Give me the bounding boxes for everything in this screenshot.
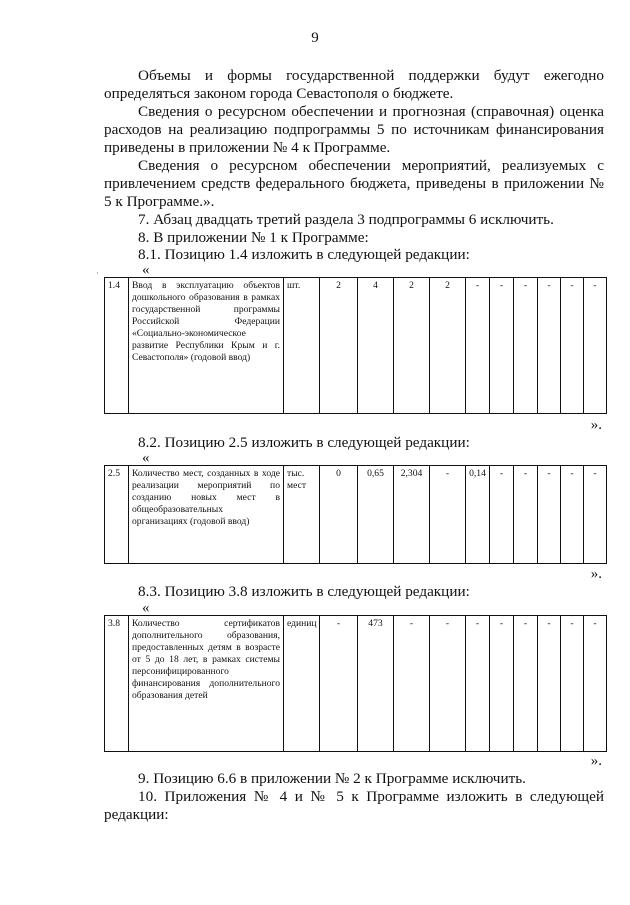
item-8: 8. В приложении № 1 к Программе: — [138, 229, 369, 246]
value-cell: 0 — [320, 466, 358, 564]
table-position-2-5 — [104, 465, 607, 564]
closing-quote: ». — [590, 566, 602, 582]
value-cell: - — [394, 616, 430, 752]
value-cell: - — [466, 278, 490, 414]
opening-quote: « — [142, 600, 150, 616]
unit-cell: шт. — [284, 278, 320, 414]
value-cell: 0,14 — [466, 466, 490, 564]
value-cell: - — [538, 278, 561, 414]
table-row — [105, 616, 607, 752]
value-cell: - — [538, 466, 561, 564]
margin-mark: · — [96, 268, 99, 278]
value-cell: - — [561, 466, 584, 564]
value-cell: 0,65 — [358, 466, 394, 564]
value-cell: - — [584, 466, 607, 564]
paragraph-federal-budget-resources: Сведения о ресурсном обеспечении мероприятий, реализуемых с привлечением средств федерального бюджета, приведены в приложении № 5 к Программе.». — [104, 157, 604, 210]
value-cell: - — [561, 616, 584, 752]
indicator-description: Количество мест, созданных в ходе реализации мероприятий по созданию новых мест в общеобразовательных организациях (годовой ввод) — [129, 466, 284, 564]
value-cell: - — [584, 278, 607, 414]
value-cell: 2 — [394, 278, 430, 414]
indicator-description: Количество сертификатов дополнительного образования, предоставленных детям в возрасте от 5 до 18 лет, в рамках системы персонифицированного финансирования дополнительного образования детей — [129, 616, 284, 752]
value-cell: - — [514, 616, 538, 752]
closing-quote: ». — [590, 417, 602, 433]
item-8-1: 8.1. Позицию 1.4 изложить в следующей редакции: — [138, 246, 470, 263]
value-cell: 4 — [358, 278, 394, 414]
table-position-1-4 — [104, 277, 607, 414]
position-number: 3.8 — [105, 616, 129, 752]
value-cell: - — [490, 278, 514, 414]
table-position-3-8 — [104, 615, 607, 752]
table-row — [105, 466, 607, 564]
page-number: 9 — [311, 30, 319, 46]
unit-cell: тыс. мест — [284, 466, 320, 564]
closing-quote: ». — [590, 753, 602, 769]
value-cell: 2,304 — [394, 466, 430, 564]
position-number: 2.5 — [105, 466, 129, 564]
value-cell: - — [514, 466, 538, 564]
opening-quote: « — [142, 450, 150, 466]
paragraph-subprogram-5-resources: Сведения о ресурсном обеспечении и прогнозная (справочная) оценка расходов на реализацию подпрограммы 5 по источникам финансирования приведены в приложении № 4 к Программе. — [104, 103, 604, 156]
value-cell: - — [320, 616, 358, 752]
item-8-3: 8.3. Позицию 3.8 изложить в следующей редакции: — [138, 583, 470, 600]
value-cell: - — [584, 616, 607, 752]
unit-cell: единиц — [284, 616, 320, 752]
value-cell: - — [430, 616, 466, 752]
value-cell: - — [514, 278, 538, 414]
value-cell: 473 — [358, 616, 394, 752]
value-cell: - — [538, 616, 561, 752]
indicator-description: Ввод в эксплуатацию объектов дошкольного образования в рамках государственной программы Российской Федерации «Социально-экономическое развитие Республики Крым и г. Севастополя» (годовой ввод) — [129, 278, 284, 414]
value-cell: - — [466, 616, 490, 752]
item-9: 9. Позицию 6.6 в приложении № 2 к Программе исключить. — [138, 770, 526, 787]
value-cell: - — [490, 616, 514, 752]
opening-quote: « — [142, 262, 150, 278]
value-cell: - — [561, 278, 584, 414]
item-8-2: 8.2. Позицию 2.5 изложить в следующей редакции: — [138, 434, 470, 451]
value-cell: - — [490, 466, 514, 564]
position-number: 1.4 — [105, 278, 129, 414]
table-row — [105, 278, 607, 414]
value-cell: 2 — [320, 278, 358, 414]
value-cell: 2 — [430, 278, 466, 414]
item-10: 10. Приложения № 4 и № 5 к Программе изложить в следующей редакции: — [104, 788, 604, 823]
value-cell: - — [430, 466, 466, 564]
paragraph-support-volumes: Объемы и формы государственной поддержки будут ежегодно определяться законом города Севастополя о бюджете. — [104, 67, 604, 102]
item-7: 7. Абзац двадцать третий раздела 3 подпрограммы 6 исключить. — [138, 211, 554, 228]
